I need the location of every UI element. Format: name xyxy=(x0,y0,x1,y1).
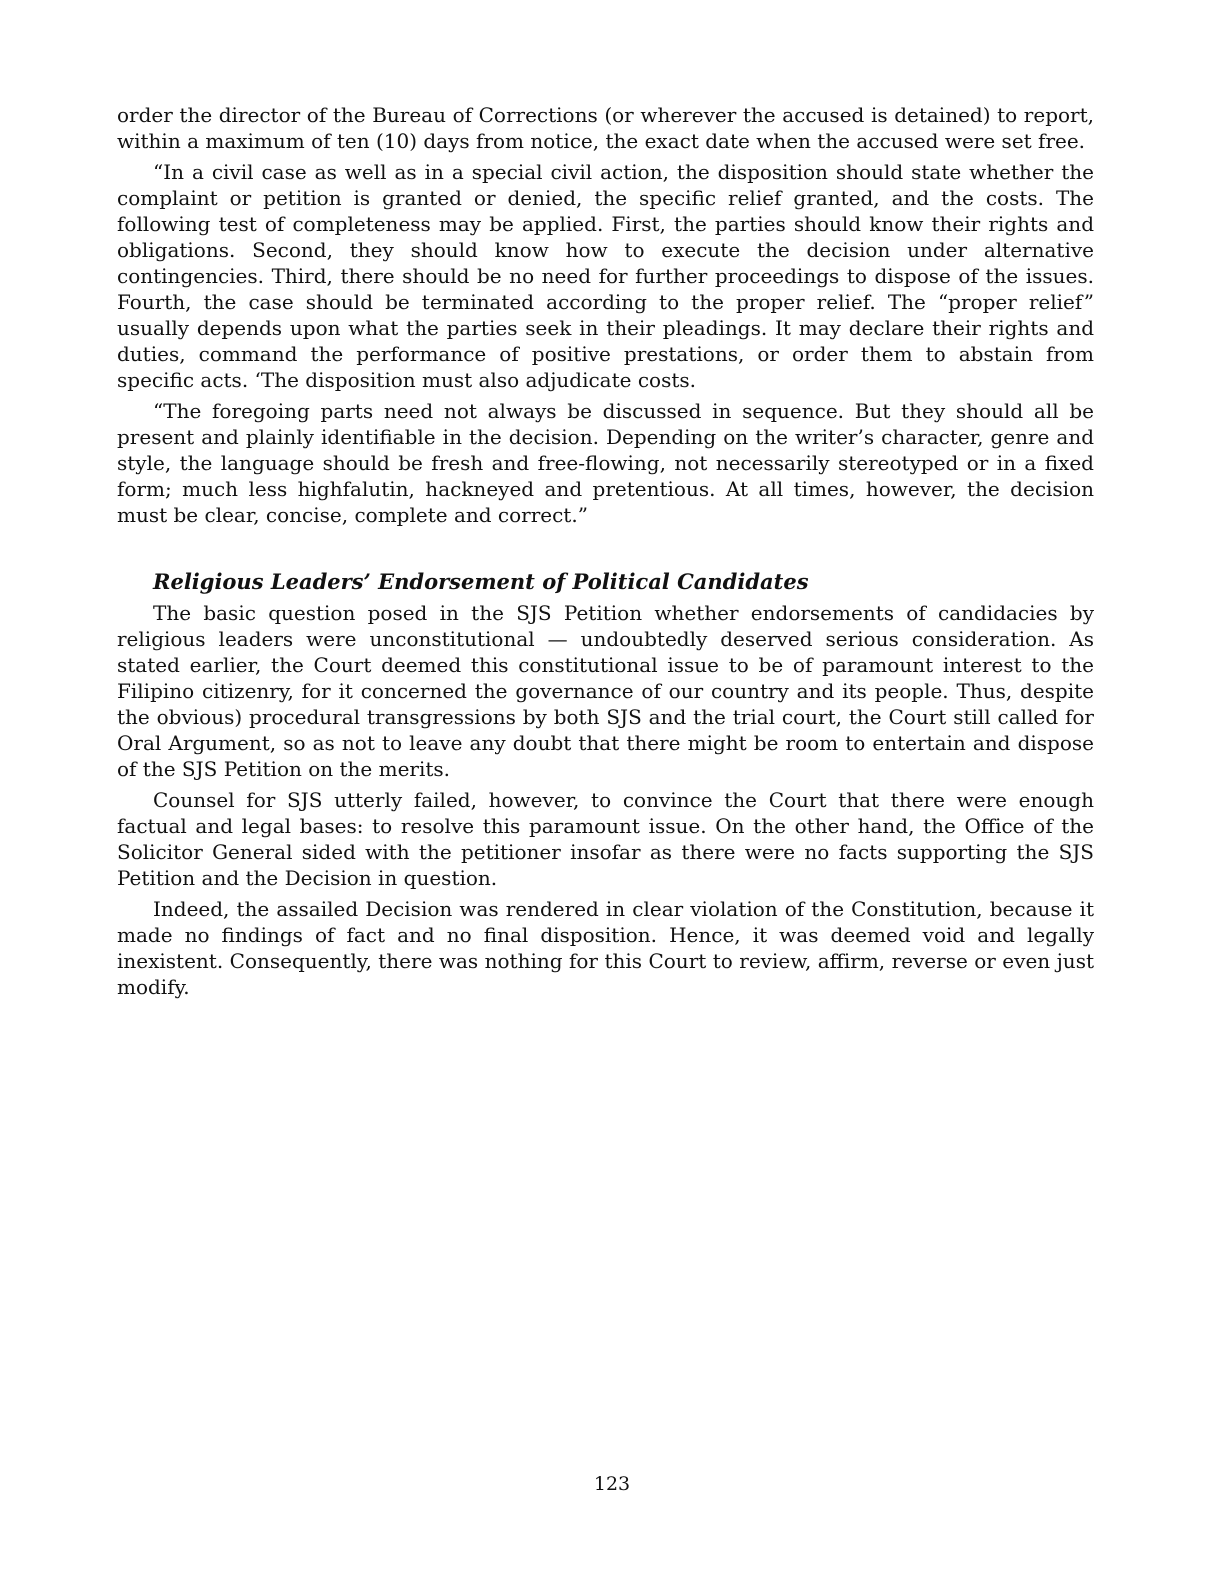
document-body xyxy=(117,102,1094,1005)
paragraph-basic-question: The basic question posed in the SJS Petition whether endorsements of candidacies by religious leaders were unconstitutional — undoubtedly deserved serious consideration. As stated earlier, the Court deemed this constitutional issue to be of paramount interest to the Filipino citizenry, for it concerned the governance of our country and its people. Thus, despite the obvious) procedural transgressions by both SJS and the trial court, the Court still called for Oral Argument, so as not to leave any doubt that there might be room to entertain and dispose of the SJS Petition on the merits. xyxy=(117,601,1094,781)
paragraph-foregoing-parts: “The foregoing parts need not always be discussed in sequence. But they should all be present and plainly identifiable in the decision. Depending on the writer’s character, genre and style, the language should be fresh and free-flowing, not necessarily stereotyped or in a fixed form; much less highfalutin, hackneyed and pretentious. At all times, however, the decision must be clear, concise, complete and correct.” xyxy=(117,399,1094,527)
paragraph-civil-case-disposition: “In a civil case as well as in a special civil action, the disposition should state whether the complaint or petition is granted or denied, the specific relief granted, and the costs. The following test of completeness may be applied. First, the parties should know their rights and obligations. Second, they should know how to execute the decision under alternative contingencies. Third, there should be no need for further proceedings to dispose of the issues. Fourth, the case should be terminated according to the proper relief. The “proper relief” usually depends upon what the parties seek in their pleadings. It may declare their rights and duties, command the performance of positive prestations, or order them to abstain from specific acts. ‘The disposition must also adjudicate costs. xyxy=(117,160,1094,392)
paragraph-assailed-decision: Indeed, the assailed Decision was rendered in clear violation of the Constitution, because it made no findings of fact and no final disposition. Hence, it was deemed void and legally inexistent. Consequently, there was nothing for this Court to review, affirm, reverse or even just modify. xyxy=(117,897,1094,999)
paragraph-counsel-for-sjs: Counsel for SJS utterly failed, however, to convince the Court that there were enough factual and legal bases: to resolve this paramount issue. On the other hand, the Office of the Solicitor General sided with the petitioner insofar as there were no facts supporting the SJS Petition and the Decision in question. xyxy=(117,788,1094,890)
section-heading: Religious Leaders’ Endorsement of Political Candidates xyxy=(153,569,809,594)
page-number: 123 xyxy=(593,1473,631,1495)
paragraph-continuation: order the director of the Bureau of Corrections (or wherever the accused is detained) to report, within a maximum of ten (10) days from notice, the exact date when the accused were set free. xyxy=(117,103,1094,153)
